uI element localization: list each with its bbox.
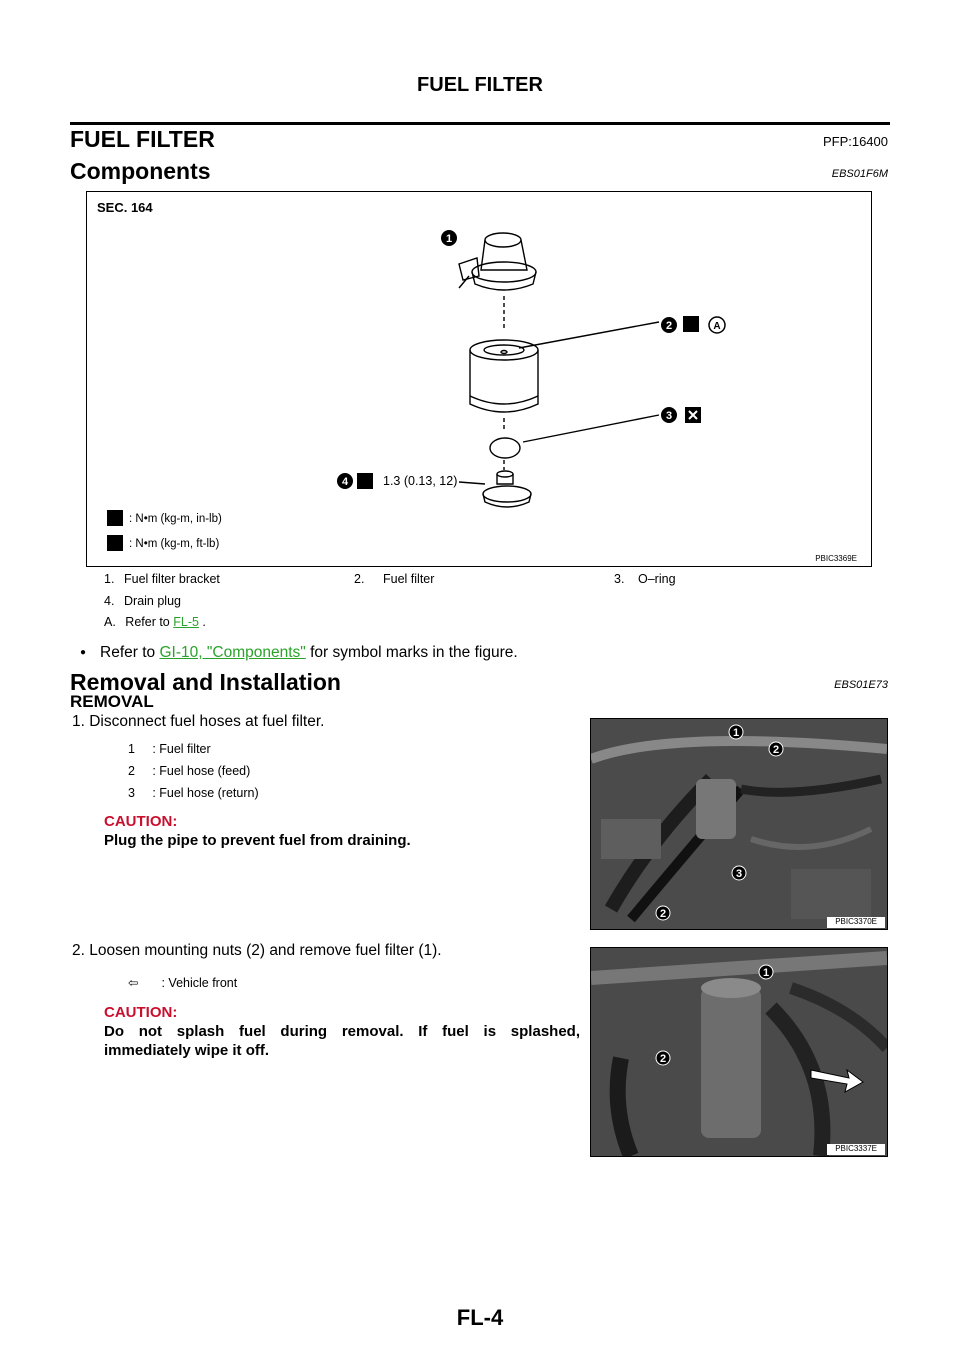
callout-A: A	[713, 321, 721, 332]
legend-in-lb: : N•m (kg-m, in-lb)	[129, 513, 222, 525]
step1-caution-label: CAUTION:	[104, 813, 178, 830]
torque-value: 1.3 (0.13, 12)	[383, 474, 458, 488]
photo1-callout-3: 3	[735, 868, 743, 880]
callout-1: 1	[445, 233, 453, 245]
bullet-icon: ●	[80, 647, 87, 658]
part-4-num: 4.	[104, 594, 115, 608]
removal-subtitle: REMOVAL	[70, 692, 154, 711]
note-a	[104, 615, 206, 629]
components-title: Components	[70, 158, 211, 184]
bullet-suffix: for symbol marks in the figure.	[305, 644, 518, 661]
photo2-drawing	[591, 948, 887, 1156]
part-2-num: 2.	[354, 572, 365, 586]
note-a-suffix: .	[198, 615, 206, 629]
components-figure	[86, 191, 872, 567]
removal-title: Removal and Installation	[70, 669, 341, 695]
photo2-code: PBIC3337E	[835, 1144, 877, 1153]
pfp-code: PFP:16400	[822, 134, 888, 149]
removal-code: EBS01E73	[834, 679, 888, 691]
part-3-num: 3.	[614, 572, 625, 586]
step2-legend-text: : Vehicle front	[161, 976, 238, 990]
note-a-prefix: Refer to	[125, 615, 174, 629]
part-2-label: Fuel filter	[383, 572, 435, 586]
step1-item-3: 3 : Fuel hose (return)	[128, 786, 259, 800]
note-a-letter: A.	[104, 615, 116, 629]
step2-caution-text-2: immediately wipe it off.	[104, 1042, 270, 1059]
photo1-callout-2b: 2	[659, 908, 667, 920]
photo-fuel-hoses	[590, 718, 888, 930]
step1-caution-text: Plug the pipe to prevent fuel from draining.	[104, 832, 411, 849]
photo1-callout-1: 1	[732, 727, 740, 739]
part-1-label: Fuel filter bracket	[124, 572, 220, 586]
callout-2: 2	[665, 320, 673, 332]
exploded-view-drawing	[87, 192, 871, 566]
photo1-code: PBIC3370E	[835, 917, 877, 926]
legend-ft-lb: : N•m (kg-m, ft-lb)	[129, 538, 220, 550]
photo-filter-removal	[590, 947, 888, 1157]
photo1-callout-2: 2	[772, 744, 780, 756]
fl5-link[interactable]: FL-5	[173, 615, 199, 629]
symbol-bullet	[80, 644, 518, 662]
photo2-callout-1: 1	[762, 967, 770, 979]
callout-4: 4	[341, 476, 349, 488]
photo-drawing	[591, 719, 887, 929]
step-2: 2. Loosen mounting nuts (2) and remove fuel filter (1).	[72, 942, 442, 959]
arrow-icon: ⇦	[128, 976, 139, 990]
photo2-callout-2: 2	[659, 1053, 667, 1065]
callout-3: 3	[665, 410, 673, 422]
page-header-title: FUEL FILTER	[417, 74, 543, 96]
step-1: 1. Disconnect fuel hoses at fuel filter.	[72, 713, 325, 730]
part-4-label: Drain plug	[124, 594, 181, 608]
step2-legend	[128, 975, 237, 990]
bullet-prefix: Refer to	[100, 644, 160, 661]
page-number: FL-4	[456, 1305, 504, 1330]
figure-code: PBIC3369E	[815, 554, 857, 563]
part-3-label: O–ring	[638, 572, 676, 586]
section-title: FUEL FILTER	[70, 126, 215, 152]
gi10-link[interactable]: GI-10, "Components"	[159, 644, 306, 661]
sec-label: SEC. 164	[97, 200, 153, 215]
step1-item-1: 1 : Fuel filter	[128, 742, 211, 756]
part-1-num: 1.	[104, 572, 115, 586]
header-rule	[70, 122, 890, 125]
components-code: EBS01F6M	[831, 168, 888, 180]
step2-caution-label: CAUTION:	[104, 1004, 178, 1021]
step2-caution-text-1: Do not splash fuel during removal. If fuel is splashed,	[104, 1023, 580, 1040]
step1-item-2: 2 : Fuel hose (feed)	[128, 764, 251, 778]
